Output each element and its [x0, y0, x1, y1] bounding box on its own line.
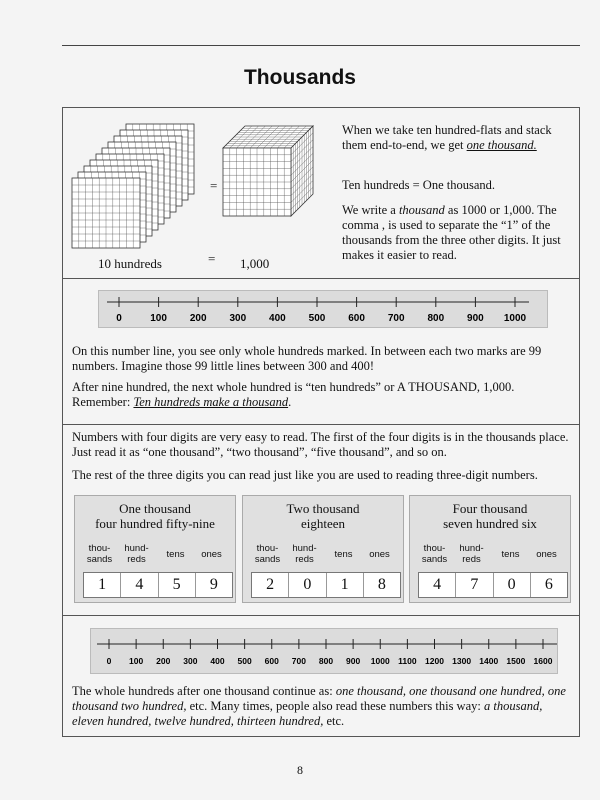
number-line-label: 1100	[398, 656, 417, 666]
page-title: Thousands	[243, 66, 356, 89]
number-in-words	[243, 501, 403, 531]
number-line-label: 1600	[533, 656, 553, 666]
number-line-label: 500	[237, 656, 252, 666]
number-line-label: 900	[467, 313, 484, 324]
digit-box: 6	[530, 573, 567, 597]
ones-label: ones	[201, 549, 222, 560]
number-line-label: 300	[183, 656, 198, 666]
equals-sign: =	[208, 251, 216, 266]
number-line-label: 300	[229, 313, 247, 324]
number-line-label: 800	[318, 656, 334, 666]
three-digit-reading-note: The rest of the three digits you can read just like you are used to reading three-digit numbers.	[72, 468, 538, 482]
number-line-label: 700	[387, 313, 405, 324]
number-line-label: 600	[264, 656, 279, 666]
ten-hundreds-label: 10 hundreds	[98, 256, 162, 271]
top-rule	[62, 45, 580, 46]
number-line-0-1600-svg	[91, 629, 557, 673]
number-line-label: 200	[156, 656, 171, 666]
number-words-line-1: Four thousand	[452, 501, 528, 516]
continuation-text: The whole hundreds after one thousand continue as:	[72, 684, 336, 698]
etc-text: etc.	[323, 714, 345, 728]
comma-text-rest: as 1000 or 1,000. The comma , is used to separate the “1” of the thousands from the three other digits. It just makes it easier to read.	[342, 203, 561, 262]
place-value-card	[74, 495, 236, 603]
hundreds-label	[286, 543, 323, 565]
hundred-flats-stack	[72, 124, 194, 248]
number-line-label: 1000	[370, 656, 390, 666]
number-words-line-1: Two thousand	[286, 501, 360, 516]
comma-text: We write a	[342, 203, 399, 217]
hundreds-label-part: reds	[295, 554, 314, 565]
hundreds-label-part: hund-	[124, 543, 149, 554]
one-thousand-label: 1,000	[240, 256, 270, 271]
section-divider	[62, 424, 580, 425]
number-line-label: 800	[427, 313, 445, 324]
number-line-label: 400	[269, 313, 286, 324]
hundreds-label-part: reds	[462, 554, 481, 565]
number-line-label: 900	[346, 656, 361, 666]
number-line-label: 600	[348, 313, 365, 324]
number-line-label: 1000	[503, 313, 527, 324]
thousands-label	[416, 543, 453, 565]
number-words-line-2: eighteen	[300, 516, 346, 531]
hundreds-after-thousand-paragraph	[72, 684, 576, 729]
ten-hundreds-statement: Ten hundreds = One thousand.	[342, 178, 496, 192]
number-line-explanation: On this number line, you see only whole hundreds marked. In between each two marks are 99 numbers. Imagine those 99 little lines between 300 and 400!	[72, 344, 542, 373]
number-line-0-1000	[98, 290, 548, 328]
number-line-0-1600	[90, 628, 558, 674]
ten-hundreds-text: After nine hundred, the next whole hundred is “ten hundreds” or A THOUSAND, 1,000.	[72, 380, 515, 394]
number-words-line-2: seven hundred six	[443, 516, 537, 531]
number-line-label: 1400	[479, 656, 499, 666]
number-words-line-2: four hundred fifty-nine	[95, 516, 215, 531]
hundreds-label-part: hund-	[459, 543, 484, 554]
ones-label: ones	[369, 549, 390, 560]
digit-boxes	[418, 572, 568, 598]
digit-box: 1	[326, 573, 363, 597]
tens-label: tens	[166, 549, 185, 560]
digit-box: 1	[98, 576, 107, 593]
thousands-label-part: thou-	[256, 543, 279, 554]
thousand-cube	[223, 126, 313, 216]
hundred-flats-and-thousand-cube-illustration	[68, 118, 338, 278]
equals-sign: =	[210, 178, 218, 193]
hundreds-label-part: hund-	[292, 543, 317, 554]
number-in-words	[75, 501, 235, 531]
number-line-label: 1500	[506, 656, 526, 666]
number-line-label: 400	[210, 656, 225, 666]
section-divider	[62, 278, 580, 279]
number-line-label: 100	[150, 313, 167, 324]
number-line-label: 0	[116, 313, 122, 324]
digit-box: 2	[266, 576, 275, 593]
digit-box: 4	[120, 573, 157, 597]
ten-hundreds-paragraph	[72, 380, 576, 410]
thousands-label	[81, 543, 118, 565]
hundreds-label-part: reds	[127, 554, 146, 565]
intro-emphasis: one thousand.	[466, 138, 537, 152]
number-line-label: 200	[189, 313, 207, 324]
thousands-label-part: thou-	[88, 543, 111, 554]
tens-label: tens	[501, 549, 520, 560]
thousands-label-part: thou-	[423, 543, 446, 554]
thousand-emphasis: thousand	[398, 203, 445, 217]
thousands-label	[249, 543, 286, 565]
number-line-label: 0	[106, 656, 112, 666]
digit-boxes	[83, 572, 233, 598]
number-line-label: 1200	[425, 656, 444, 666]
remember-text: Remember:	[72, 395, 134, 409]
four-digit-explanation: Numbers with four digits are very easy to read. The first of the four digits is in the thousands place. Just read it as “one thousand”, “two thousand”, “five thousand”, and so on.	[72, 430, 569, 459]
tens-label: tens	[334, 549, 353, 560]
section-divider	[62, 615, 580, 616]
thousands-label-part: sands	[254, 554, 281, 565]
number-line-label: 700	[291, 656, 306, 666]
thousands-label-part: sands	[86, 554, 113, 565]
number-line-0-1000-svg	[99, 291, 547, 327]
digit-box: 8	[363, 573, 400, 597]
place-value-card	[242, 495, 404, 603]
comma-explanation	[342, 203, 574, 263]
period: .	[288, 395, 292, 409]
number-line-label: 100	[129, 656, 144, 666]
digit-box: 0	[288, 573, 325, 597]
digit-box: 7	[455, 573, 492, 597]
thousands-label-part: sands	[421, 554, 448, 565]
number-line-label: 1300	[452, 656, 472, 666]
remember-emphasis: Ten hundreds make a thousand	[133, 395, 289, 409]
digit-box: 5	[158, 573, 195, 597]
hundreds-label	[118, 543, 155, 565]
number-words-line-1: One thousand	[119, 501, 191, 516]
digit-boxes	[251, 572, 401, 598]
number-in-words	[410, 501, 570, 531]
digit-box: 4	[433, 576, 442, 593]
digit-box: 9	[195, 573, 232, 597]
continuation-emphasis: one thousand, one thousand one hundred, one thousand two hundred,	[72, 684, 566, 713]
digit-box: 0	[493, 573, 530, 597]
hundreds-label	[453, 543, 490, 565]
intro-paragraph	[342, 123, 574, 153]
alternate-reading-emphasis: a thousand, eleven hundred, twelve hundred, thirteen hundred,	[72, 699, 543, 728]
alternate-reading-text: etc. Many times, people also read these numbers this way:	[186, 699, 484, 713]
page-number: 8	[297, 763, 303, 777]
place-value-card	[409, 495, 571, 603]
ones-label: ones	[536, 549, 557, 560]
intro-text: When we take ten hundred-flats and stack them end-to-end, we get	[342, 123, 552, 152]
number-line-label: 500	[308, 313, 326, 324]
